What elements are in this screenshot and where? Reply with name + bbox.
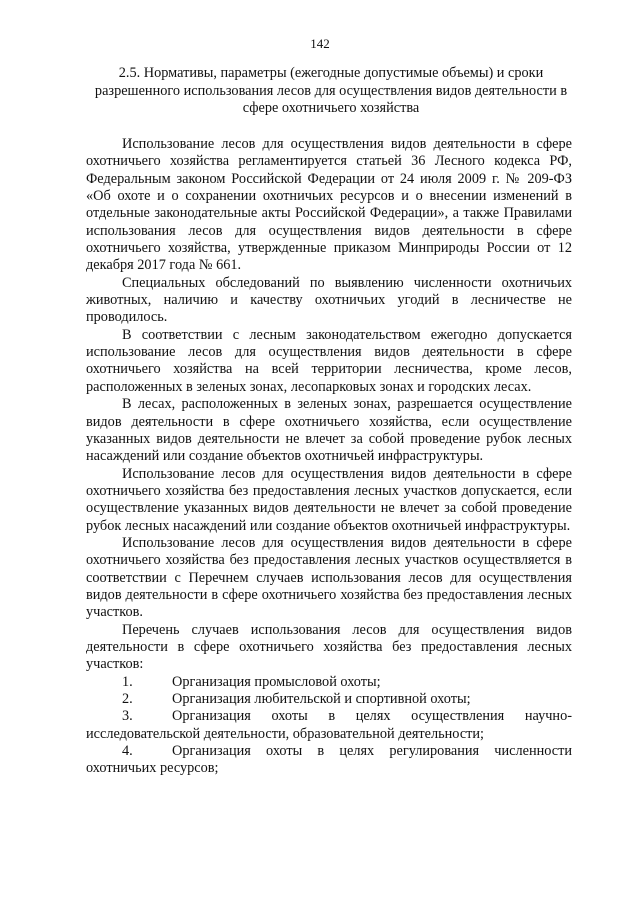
paragraph-legal-basis: Использование лесов для осуществления видов деятельности в сфере охотничьего хозяйства регламентируется статьей 36 Лесного кодекса РФ, Федеральным законом Российской Федерации от 24 июля 2009 г. № 209-ФЗ «Об охоте и о сохранении охотничьих ресурсов и о внесении изменений в отдельные законодательные акты Российской Федерации», а также Правилами использования лесов для осуществления видов деятельности в сфере охотничьего хозяйства, утвержденные приказом Минприроды России от 12 декабря 2017 года № 661. xyxy=(86,136,572,274)
list-item xyxy=(86,674,572,691)
list-item xyxy=(86,743,572,778)
list-item-text: Организация охоты в целях осуществления научно-исследовательской деятельности, образовательной деятельности; xyxy=(86,708,572,742)
page-number: 142 xyxy=(310,36,330,51)
list-item xyxy=(86,708,572,743)
list-item-text: Организация промысловой охоты; xyxy=(172,673,381,690)
list-item-text: Организация охоты в целях регулирования численности охотничьих ресурсов; xyxy=(86,743,572,777)
list-item-number: 4. xyxy=(122,743,133,760)
list-item xyxy=(86,691,572,708)
list-item-number: 1. xyxy=(122,673,133,690)
paragraph-list-reference: Использование лесов для осуществления видов деятельности в сфере охотничьего хозяйства без предоставления лесных участков осуществляется в соответствии с Перечнем случаев использования лесов для осуществления видов деятельности в сфере охотничьего хозяйства без предоставления лесных участков. xyxy=(86,534,572,621)
list-item-text: Организация любительской и спортивной охоты; xyxy=(172,691,471,707)
paragraph-surveys: Специальных обследований по выявлению численности охотничьих животных, наличию и качеству охотничьих угодий в лесничестве не проводилось. xyxy=(86,274,572,326)
section-heading: 2.5. Нормативы, параметры (ежегодные допустимые объемы) и сроки разрешенного использования лесов для осуществления видов деятельности в сфере охотничьего хозяйства xyxy=(94,65,568,116)
list-item-number: 2. xyxy=(122,691,133,707)
body-text xyxy=(86,136,572,778)
paragraph-list-intro: Перечень случаев использования лесов для осуществления видов деятельности в сфере охотничьего хозяйства без предоставления лесных участков: xyxy=(86,621,572,673)
paragraph-without-plots: Использование лесов для осуществления видов деятельности в сфере охотничьего хозяйства без предоставления лесных участков допускается, если осуществление указанных видов деятельности не влечет за собой проведение рубок лесных насаждений или создание объектов охотничьей инфраструктуры. xyxy=(86,465,572,534)
list-item-number: 3. xyxy=(122,708,133,725)
paragraph-permitted-use: В соответствии с лесным законодательством ежегодно допускается использование лесов для осуществления видов деятельности в сфере охотничьего хозяйства на всей территории лесничества, кроме лесов, расположенных в зеленых зонах, лесопарковых зонах и городских лесах. xyxy=(86,326,572,395)
paragraph-green-zones: В лесах, расположенных в зеленых зонах, разрешается осуществление видов деятельности в сфере охотничьего хозяйства, если осуществление указанных видов деятельности не влечет за собой проведение рубок лесных насаждений или создание объектов охотничьей инфраструктуры. xyxy=(86,396,572,465)
